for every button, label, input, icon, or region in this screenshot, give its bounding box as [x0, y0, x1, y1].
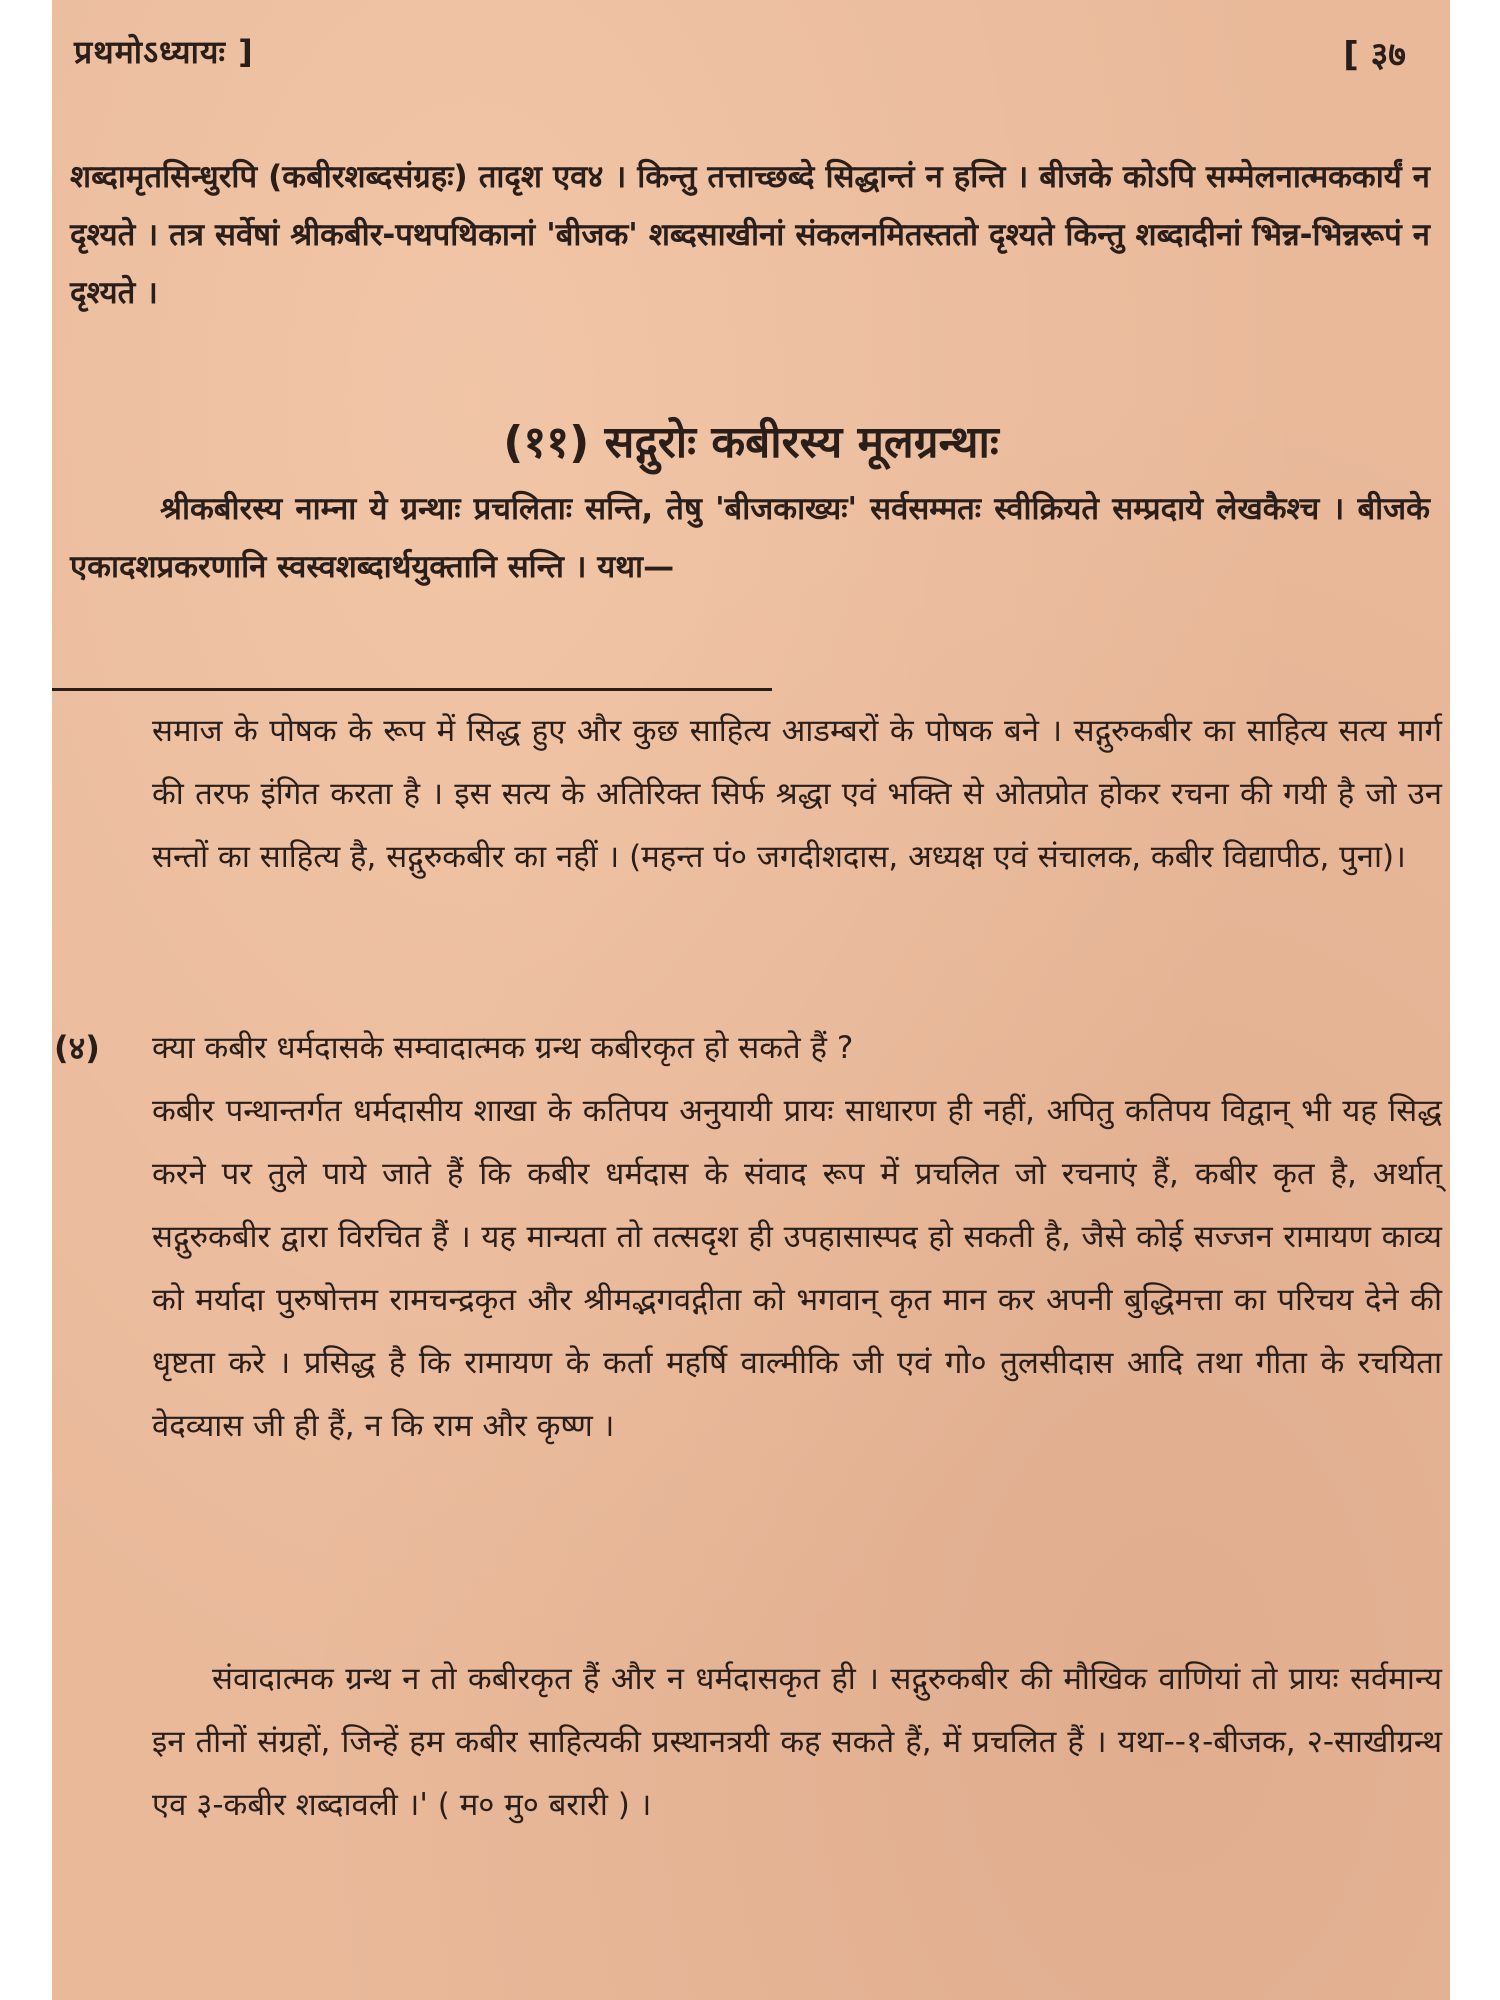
- footnote-question: क्या कबीर धर्मदासके सम्वादात्मक ग्रन्थ कबीरकृत हो सकते हैं ?: [152, 1030, 854, 1066]
- body-paragraph-2: श्रीकबीरस्य नाम्ना ये ग्रन्थाः प्रचलिताः सन्ति, तेषु 'बीजकाख्यः' सर्वसम्मतः स्वीक्रियते सम्प्रदाये लेखकैश्च । बीजके एकादशप्रकरणानि स्वस्वशब्दार्थयुक्तानि सन्ति । यथा—: [70, 491, 1430, 585]
- section-heading: (११) सद्गुरोः कबीरस्य मूलग्रन्थाः: [503, 417, 999, 468]
- footnote-marker: (४): [54, 1029, 100, 1067]
- footnote-paragraph: कबीर पन्थान्तर्गत धर्मदासीय शाखा के कतिपय अनुयायी प्रायः साधारण ही नहीं, अपितु कतिपय विद्वान् भी यह सिद्ध करने पर तुले पाये जाते हैं कि कबीर धर्मदास के संवाद रूप में प्रचलित जो रचनाएं हैं, कबीर कृत है, अर्थात् सद्गुरुकबीर द्वारा विरचित हैं । यह मान्यता तो तत्सदृश ही उपहासास्पद हो सकती है, जैसे कोई सज्जन रामायण काव्य को मर्यादा पुरुषोत्तम रामचन्द्रकृत और श्रीमद्भगवद्गीता को भगवान् कृत मान कर अपनी बुद्धिमत्ता का परिचय देने की धृष्टता करे । प्रसिद्ध है कि रामायण के कर्ता महर्षि वाल्मीकि जी एवं गो० तुलसीदास आदि तथा गीता के रचयिता वेदव्यास जी ही हैं, न कि राम और कृष्ण ।: [152, 1093, 1442, 1444]
- running-header-chapter: प्रथमोऽध्यायः ]: [74, 33, 254, 71]
- body-paragraph-1: शब्दामृतसिन्धुरपि (कबीरशब्दसंग्रहः) तादृश एव४ । किन्तु तत्ताच्छब्दे सिद्धान्तं न हन्ति । बीजके कोऽपि सम्मेलनात्मककार्यं न दृश्यते । तत्र सर्वेषां श्रीकबीर-पथपथिकानां 'बीजक' शब्दसाखीनां संकलनमितस्ततो दृश्यते किन्तु शब्दादीनां भिन्न-भिन्नरूपं न दृश्यते ।: [70, 159, 1430, 311]
- footnote-divider: [52, 688, 772, 691]
- page-number: [ ३७: [1343, 35, 1406, 75]
- footnote-paragraph-final: संवादात्मक ग्रन्थ न तो कबीरकृत हैं और न धर्मदासकृत ही । सद्गुरुकबीर की मौखिक वाणियां तो प्रायः सर्वमान्य इन तीनों संग्रहों, जिन्हें हम कबीर साहित्यकी प्रस्थानत्रयी कह सकते हैं, में प्रचलित हैं । यथा--१-बीजक, २-साखीग्रन्थ एव ३-कबीर शब्दावली ।' ( म० मु० बरारी ) ।: [152, 1661, 1442, 1823]
- footnote-continuation: समाज के पोषक के रूप में सिद्ध हुए और कुछ साहित्य आडम्बरों के पोषक बने । सद्गुरुकबीर का साहित्य सत्य मार्ग की तरफ इंगित करता है । इस सत्य के अतिरिक्त सिर्फ श्रद्धा एवं भक्ति से ओतप्रोत होकर रचना की गयी है जो उन सन्तों का साहित्य है, सद्गुरुकबीर का नहीं । (महन्त पं० जगदीशदास, अध्यक्ष एवं संचालक, कबीर विद्यापीठ, पुना)।: [152, 713, 1442, 875]
- book-page: [52, 0, 1450, 2000]
